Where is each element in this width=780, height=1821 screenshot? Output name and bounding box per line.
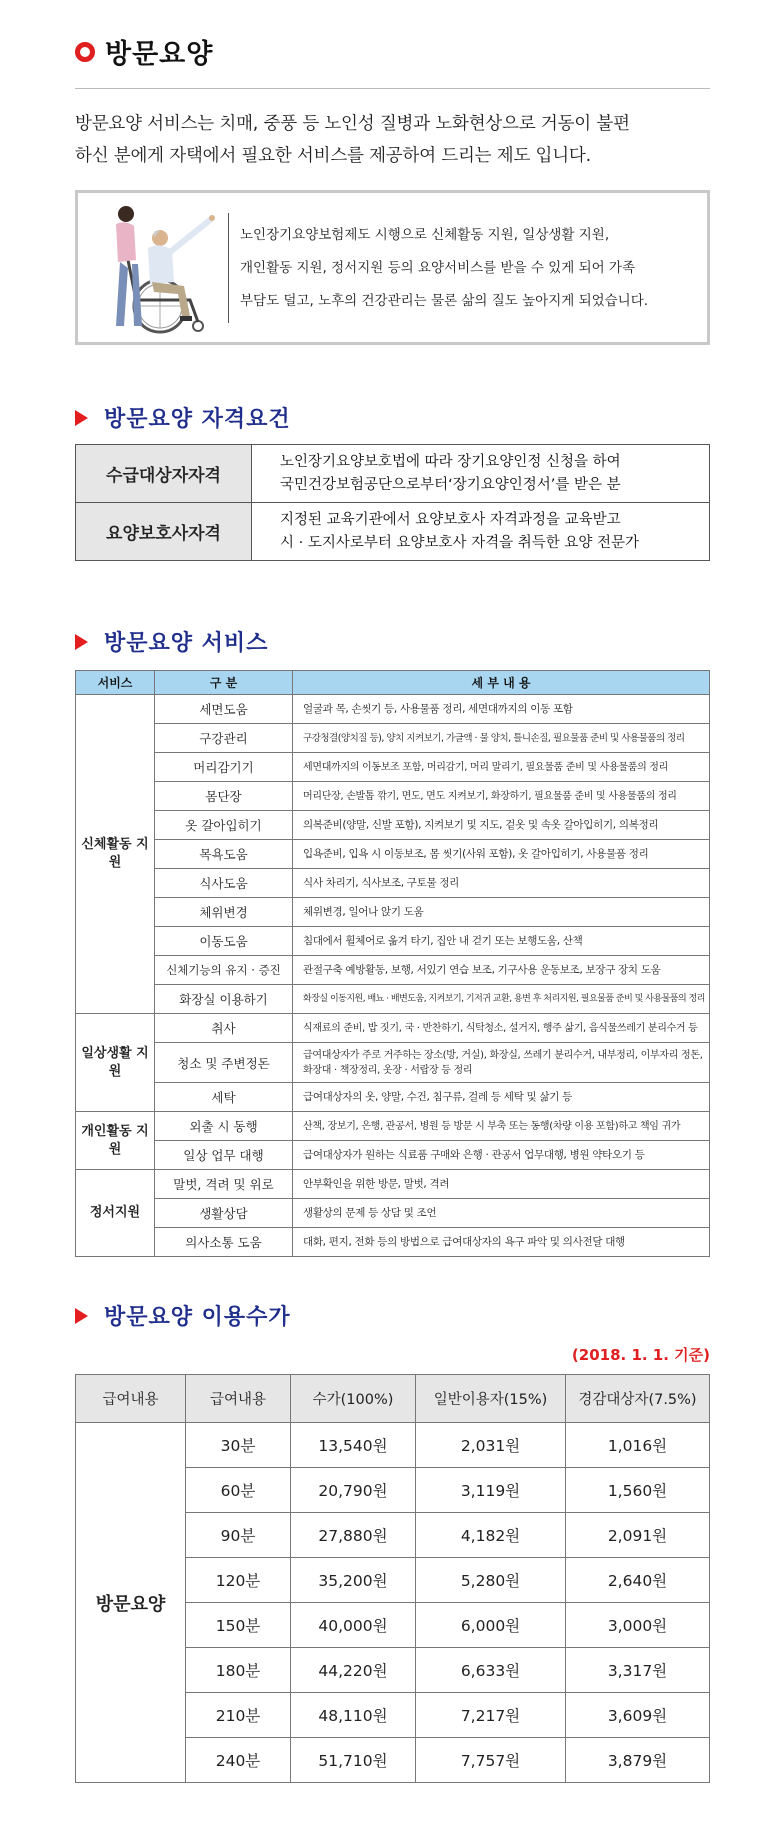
table-header-row xyxy=(76,1375,710,1423)
service-item: 세탁 xyxy=(155,1083,293,1112)
service-item: 세면도움 xyxy=(155,695,293,724)
section-title-fees xyxy=(75,1300,291,1331)
table-row xyxy=(76,1014,710,1043)
table-row xyxy=(76,898,710,927)
service-category: 신체활동 지원 xyxy=(76,695,155,1014)
callout-text xyxy=(240,219,705,318)
service-detail: 얼굴과 목, 손씻기 등, 사용물품 정리, 세면대까지의 이동 포함 xyxy=(293,695,710,724)
table-cell: 3,879원 xyxy=(566,1738,710,1783)
table-row xyxy=(76,1141,710,1170)
service-detail: 구강청결(양치질 등), 양치 지켜보기, 가글액 · 물 양치, 틀니손질, 필요물품 준비 및 사용물품의 정리 xyxy=(293,724,710,753)
column-header: 구 분 xyxy=(155,671,293,695)
service-item: 옷 갈아입히기 xyxy=(155,811,293,840)
table-row xyxy=(76,1170,710,1199)
table-row xyxy=(76,1112,710,1141)
section-title-qualification xyxy=(75,402,291,433)
table-cell: 60분 xyxy=(186,1468,291,1513)
table-cell: 30분 xyxy=(186,1423,291,1468)
table-cell: 3,119원 xyxy=(416,1468,566,1513)
content-line: 지정된 교육기관에서 요양보호사 자격과정을 교육받고 xyxy=(280,511,621,528)
detail-line: 화장대 · 책장정리, 옷장 · 서랍장 등 정리 xyxy=(303,1064,473,1076)
table-cell: 6,633원 xyxy=(416,1648,566,1693)
service-item: 머리감기기 xyxy=(155,753,293,782)
table-cell: 4,182원 xyxy=(416,1513,566,1558)
table-row xyxy=(76,782,710,811)
table-cell: 5,280원 xyxy=(416,1558,566,1603)
service-detail: 체위변경, 일어나 앉기 도움 xyxy=(293,898,710,927)
service-detail: 화장실 이동지원, 배뇨 · 배변도움, 지켜보기, 기저귀 교환, 용변 후 처리지원, 필요물품 준비 및 사용물품의 정리 xyxy=(293,985,710,1014)
service-detail: 의복준비(양말, 신발 포함), 지켜보기 및 지도, 겉옷 및 속옷 갈아입히기, 의복정리 xyxy=(293,811,710,840)
service-item: 화장실 이용하기 xyxy=(155,985,293,1014)
table-row xyxy=(76,1083,710,1112)
column-header: 급여내용 xyxy=(76,1375,186,1423)
content-line: 국민건강보험공단으로부터‘장기요양인정서’를 받은 분 xyxy=(280,476,621,493)
table-cell: 27,880원 xyxy=(291,1513,416,1558)
circle-bullet-icon xyxy=(75,42,95,62)
service-detail: 대화, 편지, 전화 등의 방법으로 급여대상자의 욕구 파악 및 의사전달 대행 xyxy=(293,1228,710,1257)
column-header: 수가(100%) xyxy=(291,1375,416,1423)
triangle-bullet-icon xyxy=(75,410,88,426)
table-cell: 3,000원 xyxy=(566,1603,710,1648)
service-detail: 식재료의 준비, 밥 짓기, 국 · 반찬하기, 식탁청소, 설거지, 행주 삶기, 음식물쓰레기 분리수거 등 xyxy=(293,1014,710,1043)
service-item: 식사도움 xyxy=(155,869,293,898)
table-row xyxy=(76,695,710,724)
table-row xyxy=(76,811,710,840)
table-row xyxy=(76,1043,710,1083)
service-item: 몸단장 xyxy=(155,782,293,811)
callout-box xyxy=(75,190,710,345)
table-cell: 180분 xyxy=(186,1648,291,1693)
triangle-bullet-icon xyxy=(75,1308,88,1324)
table-row xyxy=(76,985,710,1014)
table-row xyxy=(76,869,710,898)
service-item: 체위변경 xyxy=(155,898,293,927)
service-detail xyxy=(293,1043,710,1083)
triangle-bullet-icon xyxy=(75,634,88,650)
table-cell: 2,640원 xyxy=(566,1558,710,1603)
service-detail: 입욕준비, 입욕 시 이동보조, 몸 씻기(사워 포함), 옷 갈아입히기, 사용물품 정리 xyxy=(293,840,710,869)
service-detail: 급여대상자가 원하는 식료품 구매와 은행 · 관공서 업무대행, 병원 약타오기 등 xyxy=(293,1141,710,1170)
service-detail: 관절구축 예방활동, 보행, 서있기 연습 보조, 기구사용 운동보조, 보장구 장치 도움 xyxy=(293,956,710,985)
section-heading: 방문요양 서비스 xyxy=(104,631,269,656)
content-line: 시 · 도지사로부터 요양보호사 자격을 취득한 요양 전문가 xyxy=(280,534,640,551)
service-item: 말벗, 격려 및 위로 xyxy=(155,1170,293,1199)
table-row xyxy=(76,503,710,561)
services-table xyxy=(75,670,710,1257)
table-row xyxy=(76,927,710,956)
table-header-row xyxy=(76,671,710,695)
column-header: 일반이용자(15%) xyxy=(416,1375,566,1423)
service-item: 구강관리 xyxy=(155,724,293,753)
table-cell: 120분 xyxy=(186,1558,291,1603)
service-detail: 세면대까지의 이동보조 포함, 머리감기, 머리 말리기, 필요물품 준비 및 사용물품의 정리 xyxy=(293,753,710,782)
service-category: 개인활동 지원 xyxy=(76,1112,155,1170)
service-detail: 급여대상자의 옷, 양말, 수건, 침구류, 걸레 등 세탁 및 삶기 등 xyxy=(293,1083,710,1112)
section-heading: 방문요양 이용수가 xyxy=(104,1305,291,1330)
service-category: 정서지원 xyxy=(76,1170,155,1257)
column-header: 서비스 xyxy=(76,671,155,695)
service-item: 청소 및 주변정돈 xyxy=(155,1043,293,1083)
service-item: 취사 xyxy=(155,1014,293,1043)
intro-line: 방문요양 서비스는 치매, 중풍 등 노인성 질병과 노화현상으로 거동이 불편 xyxy=(75,114,630,134)
table-row xyxy=(76,724,710,753)
divider xyxy=(75,88,710,89)
row-label: 요양보호사자격 xyxy=(76,503,252,561)
service-item: 의사소통 도움 xyxy=(155,1228,293,1257)
table-cell: 90분 xyxy=(186,1513,291,1558)
service-detail: 산책, 장보기, 은행, 관공서, 병원 등 방문 시 부축 또는 동행(차량 이용 포함)하고 책임 귀가 xyxy=(293,1112,710,1141)
service-name-cell: 방문요양 xyxy=(76,1423,186,1783)
table-cell: 51,710원 xyxy=(291,1738,416,1783)
caregiver-wheelchair-illustration xyxy=(98,198,223,338)
row-label: 수급대상자자격 xyxy=(76,445,252,503)
column-header: 급여내용 xyxy=(186,1375,291,1423)
callout-line: 노인장기요양보험제도 시행으로 신체활동 지원, 일상생활 지원, xyxy=(240,227,610,243)
callout-divider xyxy=(228,213,229,323)
table-row xyxy=(76,1228,710,1257)
row-content xyxy=(252,445,710,503)
table-cell: 210분 xyxy=(186,1693,291,1738)
service-detail: 머리단장, 손발톱 깎기, 면도, 면도 지켜보기, 화장하기, 필요물품 준비 및 사용물품의 정리 xyxy=(293,782,710,811)
column-header: 경감대상자(7.5%) xyxy=(566,1375,710,1423)
service-item: 외출 시 동행 xyxy=(155,1112,293,1141)
callout-line: 개인활동 지원, 정서지원 등의 요양서비스를 받을 수 있게 되어 가족 xyxy=(240,260,636,276)
intro-text xyxy=(75,108,715,172)
table-row xyxy=(76,1199,710,1228)
service-detail: 침대에서 휠체어로 옮겨 타기, 집안 내 걷기 또는 보행도움, 산책 xyxy=(293,927,710,956)
table-cell: 1,016원 xyxy=(566,1423,710,1468)
table-cell: 150분 xyxy=(186,1603,291,1648)
table-cell: 6,000원 xyxy=(416,1603,566,1648)
table-row xyxy=(76,840,710,869)
page-title: 방문요양 xyxy=(105,39,214,70)
table-cell: 1,560원 xyxy=(566,1468,710,1513)
service-detail: 안부확인을 위한 방문, 말벗, 격려 xyxy=(293,1170,710,1199)
table-cell: 2,091원 xyxy=(566,1513,710,1558)
table-cell: 7,757원 xyxy=(416,1738,566,1783)
table-row xyxy=(76,1423,710,1468)
service-category: 일상생활 지원 xyxy=(76,1014,155,1112)
table-row xyxy=(76,445,710,503)
table-cell: 2,031원 xyxy=(416,1423,566,1468)
table-cell: 40,000원 xyxy=(291,1603,416,1648)
section-heading: 방문요양 자격요건 xyxy=(104,407,291,432)
table-cell: 35,200원 xyxy=(291,1558,416,1603)
service-detail: 식사 차리기, 식사보조, 구토물 정리 xyxy=(293,869,710,898)
table-cell: 7,217원 xyxy=(416,1693,566,1738)
table-row xyxy=(76,753,710,782)
table-row xyxy=(76,956,710,985)
table-cell: 3,317원 xyxy=(566,1648,710,1693)
table-cell: 3,609원 xyxy=(566,1693,710,1738)
content-line: 노인장기요양보호법에 따라 장기요양인정 신청을 하여 xyxy=(280,453,621,470)
callout-line: 부담도 덜고, 노후의 건강관리는 물론 삶의 질도 높아지게 되었습니다. xyxy=(240,293,649,309)
row-content xyxy=(252,503,710,561)
date-note: (2018. 1. 1. 기준) xyxy=(571,1346,710,1364)
section-title-services xyxy=(75,626,268,657)
table-cell: 48,110원 xyxy=(291,1693,416,1738)
column-header: 세 부 내 용 xyxy=(293,671,710,695)
detail-line: 급여대상자가 주로 거주하는 장소(방, 거실), 화장실, 쓰레기 분리수거, 내부정리, 이부자리 정돈, xyxy=(303,1049,703,1061)
intro-line: 하신 분에게 자택에서 필요한 서비스를 제공하여 드리는 제도 입니다. xyxy=(75,146,592,166)
service-item: 생활상담 xyxy=(155,1199,293,1228)
service-item: 신체기능의 유지 · 증진 xyxy=(155,956,293,985)
page-title-block xyxy=(75,32,213,71)
service-item: 일상 업무 대행 xyxy=(155,1141,293,1170)
service-detail: 생활상의 문제 등 상담 및 조언 xyxy=(293,1199,710,1228)
service-item: 이동도움 xyxy=(155,927,293,956)
service-item: 목욕도움 xyxy=(155,840,293,869)
qualification-table xyxy=(75,444,710,561)
table-cell: 240분 xyxy=(186,1738,291,1783)
table-cell: 44,220원 xyxy=(291,1648,416,1693)
table-cell: 13,540원 xyxy=(291,1423,416,1468)
table-cell: 20,790원 xyxy=(291,1468,416,1513)
fees-table xyxy=(75,1374,710,1783)
